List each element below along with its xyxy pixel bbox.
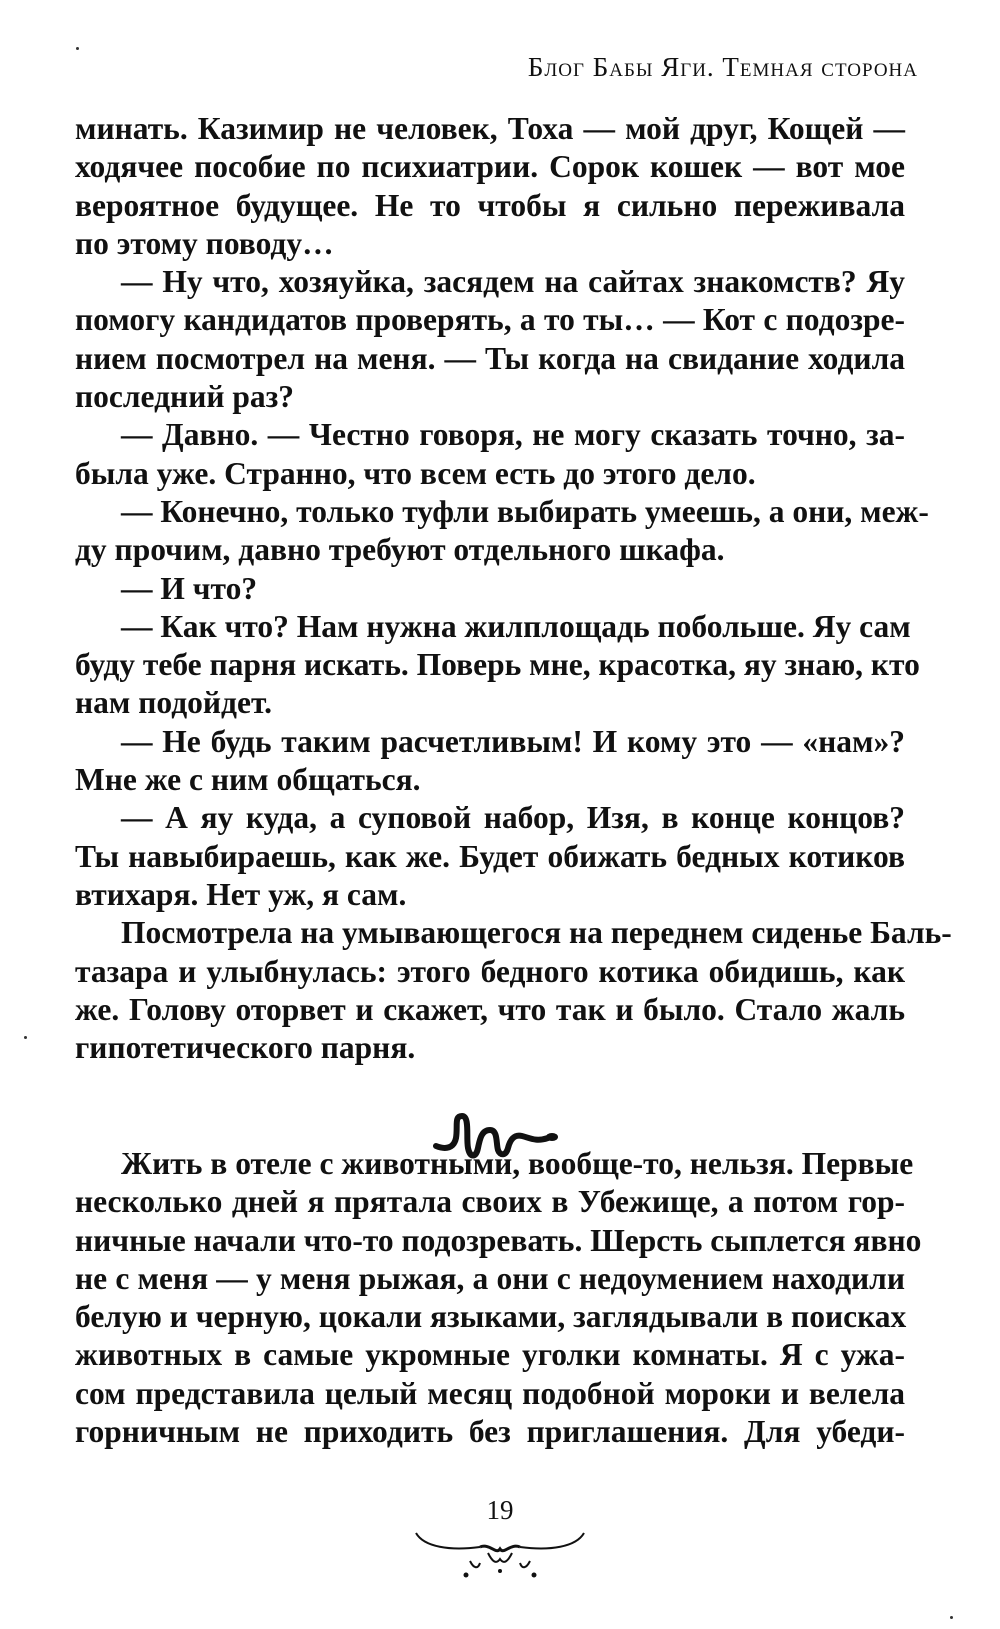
speck [24, 1036, 27, 1039]
text-line: Жить в отеле с животными, вообще-то, нельзя. Первые [121, 1146, 914, 1181]
text-line: несколько дней я прятала своих в Убежище, а потом гор- [75, 1184, 905, 1220]
text-line: белую и черную, цокали языками, заглядывали в поисках [75, 1299, 907, 1335]
text-line: не с меня — у меня рыжая, а они с недоумением находили [75, 1260, 905, 1296]
text-line: помогу кандидатов проверять, а то ты… — Кот с подозре- [75, 302, 905, 338]
text-line: Мне же с ним общаться. [75, 762, 421, 798]
text-line: Посмотрела на умывающегося на переднем сиденье Баль- [121, 915, 952, 951]
page-footer [410, 1495, 590, 1605]
text-line: — Ну что, хозяуйка, засядем на сайтах знакомств? Яу [121, 264, 905, 300]
text-line: — Не будь таким расчетливым! И кому это — «нам»? [121, 723, 905, 759]
text-line: — Давно. — Честно говоря, не могу сказать точно, за- [121, 417, 905, 453]
text-line: Ты навыбираешь, как же. Будет обижать бедных котиков [75, 838, 905, 874]
text-line: нам подойдет. [75, 685, 272, 721]
text-line: — А яу куда, а суповой набор, Изя, в конце концов? [121, 800, 905, 836]
text-line: горничным не приходить без приглашения. Для убеди- [75, 1414, 905, 1450]
text-line: — Как что? Нам нужна жилплощадь побольше. Яу сам [121, 608, 911, 644]
text-line: вероятное будущее. Не то чтобы я сильно переживала [75, 187, 905, 223]
text-block-2 [75, 1145, 922, 1451]
text-line: гипотетического парня. [75, 1030, 416, 1066]
text-line: тазара и улыбнулась: этого бедного котика обидишь, как [75, 953, 905, 989]
text-line: — Конечно, только туфли выбирать умеешь, а они, меж- [121, 493, 929, 529]
text-line: ду прочим, давно требуют отдельного шкафа. [75, 532, 725, 568]
text-block-1 [75, 110, 952, 1067]
text-line: животных в самые укромные уголки комнаты. Я с ужа- [75, 1337, 905, 1373]
text-line: была уже. Странно, что всем есть до этого дело. [75, 455, 756, 491]
text-line: — И что? [121, 570, 258, 606]
text-line: втихаря. Нет уж, я сам. [75, 876, 407, 912]
flourish-icon [410, 1525, 590, 1605]
text-line: буду тебе парня искать. Поверь мне, красотка, яу знаю, кто [75, 647, 920, 683]
text-line: ходячее пособие по психиатрии. Сорок кошек — вот мое [75, 149, 905, 185]
running-head: Блог Бабы Яги. Темная сторона [527, 52, 918, 82]
text-line: последний раз? [75, 379, 295, 415]
text-line: сом представила целый месяц подобной мороки и велела [75, 1375, 905, 1411]
text-line: по этому поводу… [75, 225, 334, 261]
text-line: же. Голову оторвет и скажет, что так и было. Стало жаль [75, 991, 905, 1027]
text-line: ничные начали что-то подозревать. Шерсть сыплется явно [75, 1222, 922, 1258]
page-number: 19 [486, 1495, 514, 1525]
speck [76, 47, 79, 50]
speck [950, 1616, 953, 1619]
text-line: нием посмотрел на меня. — Ты когда на свидание ходила [75, 340, 905, 376]
text-line: минать. Казимир не человек, Тоха — мой друг, Кощей — [75, 111, 905, 146]
